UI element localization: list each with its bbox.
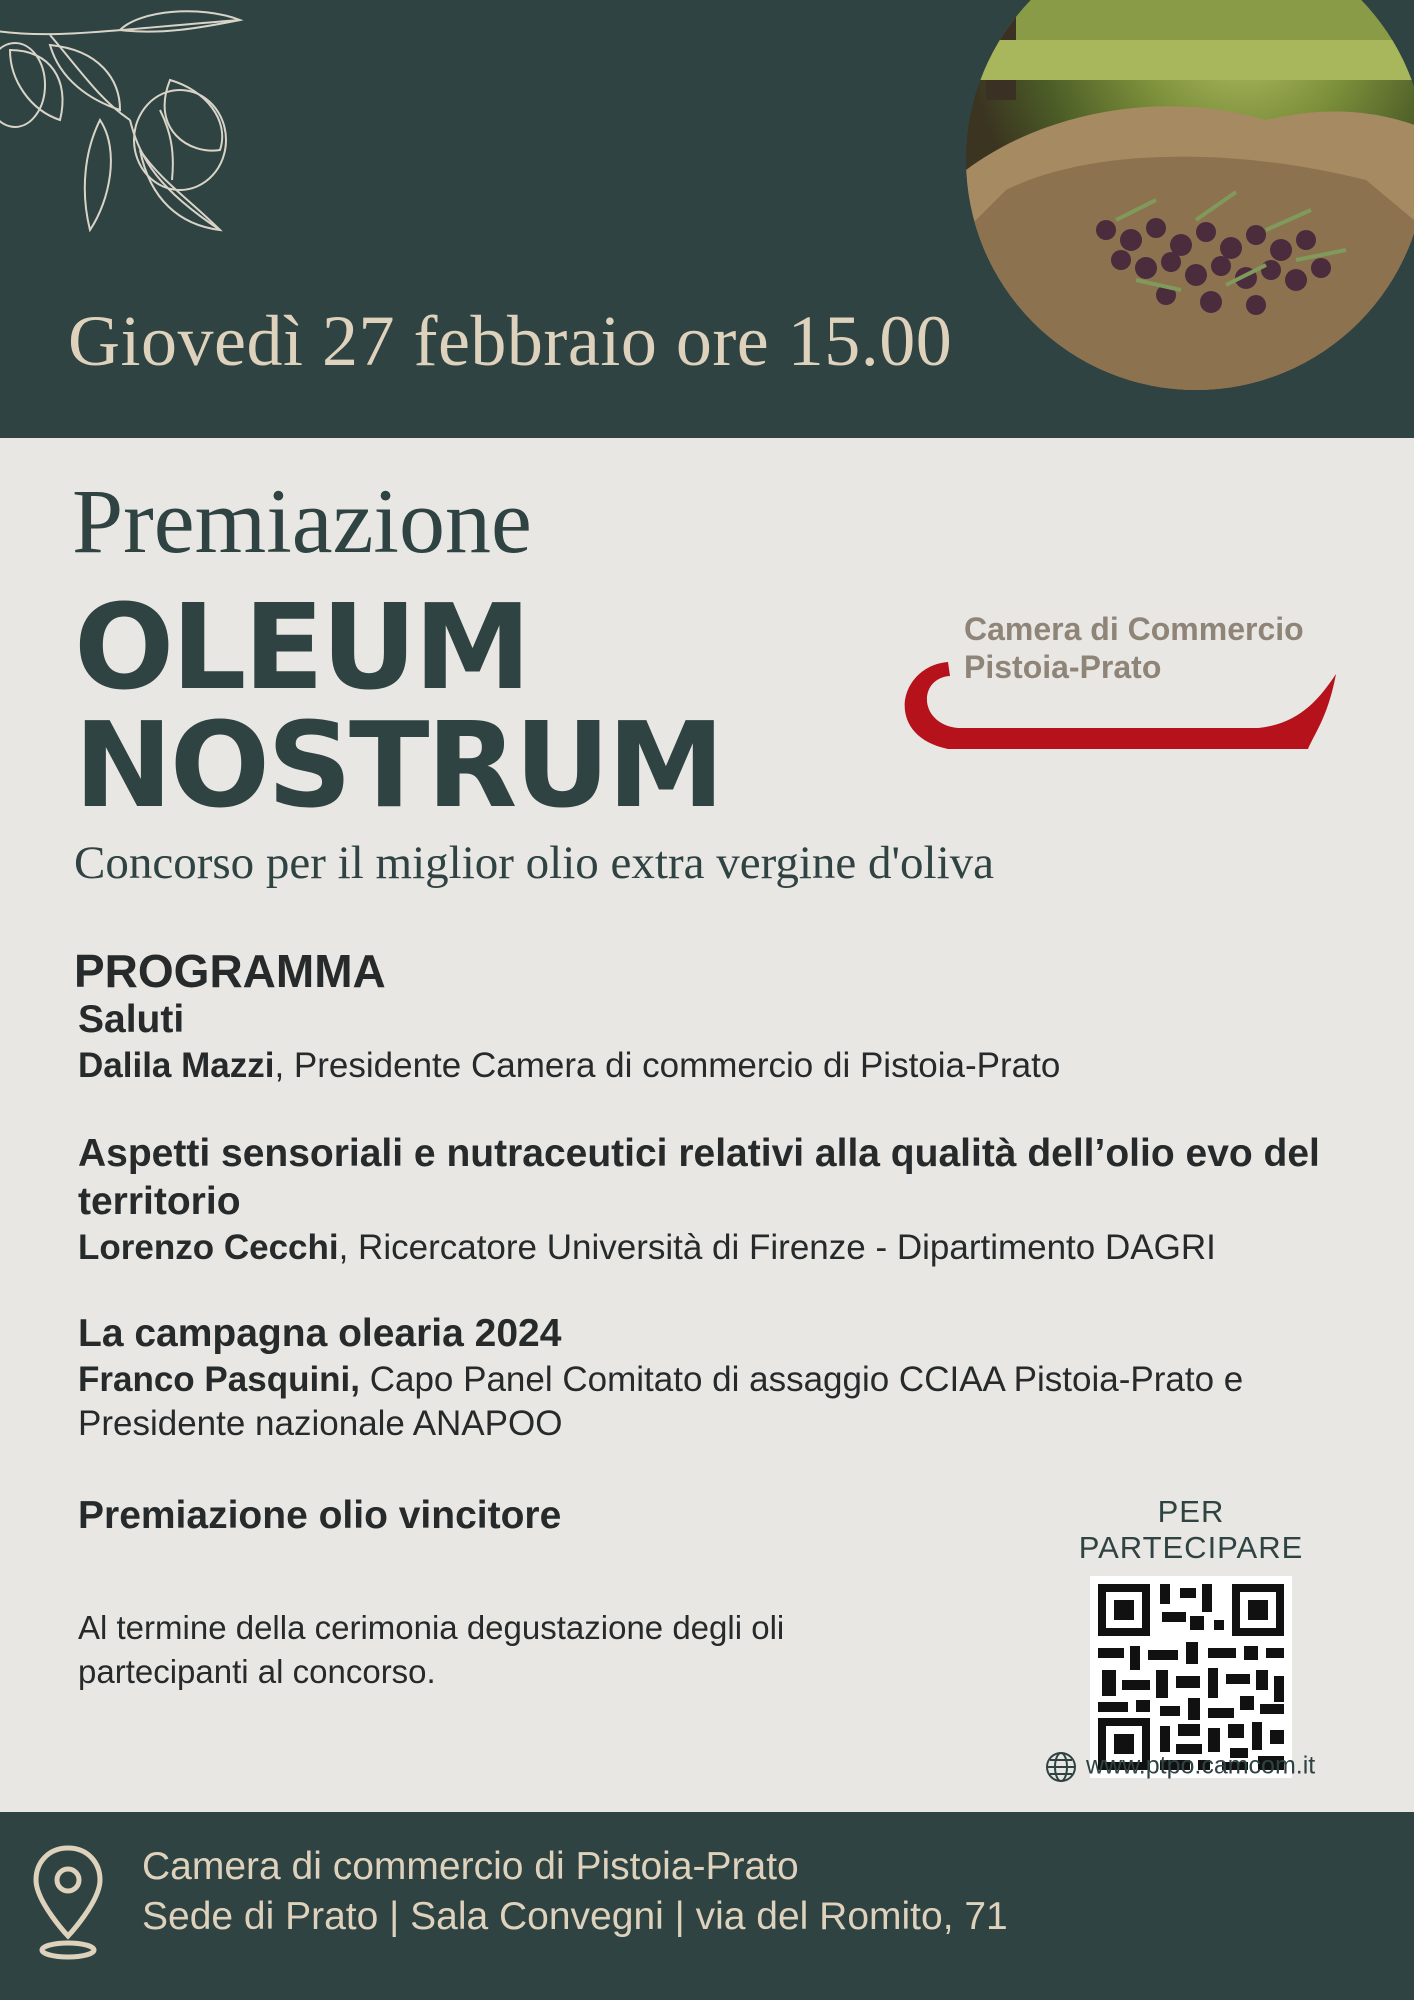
- website-url[interactable]: www.ptpo.camcom.it: [1086, 1751, 1316, 1780]
- speaker-role: , Presidente Camera di commercio di Pistoia-Prato: [274, 1046, 1061, 1085]
- speaker-name: Dalila Mazzi: [78, 1046, 275, 1085]
- participate-box: [1046, 1494, 1336, 1778]
- location-pin-icon: [30, 1844, 106, 1962]
- website-link[interactable]: [1044, 1750, 1315, 1784]
- qr-code[interactable]: [1090, 1576, 1292, 1778]
- speaker-name: Franco Pasquini,: [78, 1360, 360, 1399]
- globe-icon: [1044, 1750, 1078, 1784]
- program-heading: PROGRAMMA: [74, 945, 386, 997]
- closing-note: Al termine della cerimonia degustazione degli oli partecipanti al concorso.: [78, 1609, 785, 1690]
- program-item-title: Aspetti sensoriali e nutraceutici relativi alla qualità dell’olio evo del territorio: [78, 1132, 1320, 1223]
- event-subtitle: Concorso per il miglior olio extra vergine d'oliva: [74, 837, 994, 889]
- qr-code-icon: [1090, 1576, 1292, 1778]
- program-item: [74, 1130, 1394, 1270]
- footer-band: [0, 1812, 1414, 2000]
- chamber-logo: [888, 606, 1338, 756]
- program-item-title: Premiazione olio vincitore: [78, 1494, 562, 1537]
- program-item-speaker-line: [78, 1044, 1394, 1088]
- olive-harvest-photo: [966, 0, 1414, 390]
- olive-branch-icon: [0, 0, 260, 250]
- event-title-line1: OLEUM: [74, 578, 529, 716]
- program-item-title: Saluti: [78, 998, 185, 1041]
- participate-label: PER PARTECIPARE: [1078, 1494, 1304, 1565]
- speaker-name: Lorenzo Cecchi: [78, 1228, 339, 1267]
- program-item-title: La campagna olearia 2024: [78, 1312, 562, 1355]
- speaker-role: , Ricercatore Università di Firenze - Dipartimento DAGRI: [338, 1228, 1216, 1267]
- speaker-role: Capo Panel Comitato di assaggio CCIAA Pistoia-Prato e Presidente nazionale ANAPOO: [78, 1360, 1244, 1443]
- event-title-line2: NOSTRUM: [74, 696, 722, 834]
- program-item: [74, 996, 1394, 1088]
- logo-line1: Camera di Commercio: [964, 611, 1304, 647]
- logo-line2: Pistoia-Prato: [964, 649, 1162, 685]
- event-kicker: Premiazione: [72, 470, 532, 572]
- program-item-speaker-line: [78, 1226, 1394, 1270]
- header-band: [0, 0, 1414, 438]
- event-title: [74, 578, 722, 834]
- program-item-speaker-line: [78, 1358, 1394, 1446]
- program-item: [74, 1310, 1394, 1446]
- program-section: [74, 944, 1394, 1540]
- venue-address: Sede di Prato | Sala Convegni | via del Romito, 71: [142, 1895, 1008, 1938]
- venue-name: Camera di commercio di Pistoia-Prato: [142, 1845, 799, 1888]
- event-date: Giovedì 27 febbraio ore 15.00: [68, 301, 953, 381]
